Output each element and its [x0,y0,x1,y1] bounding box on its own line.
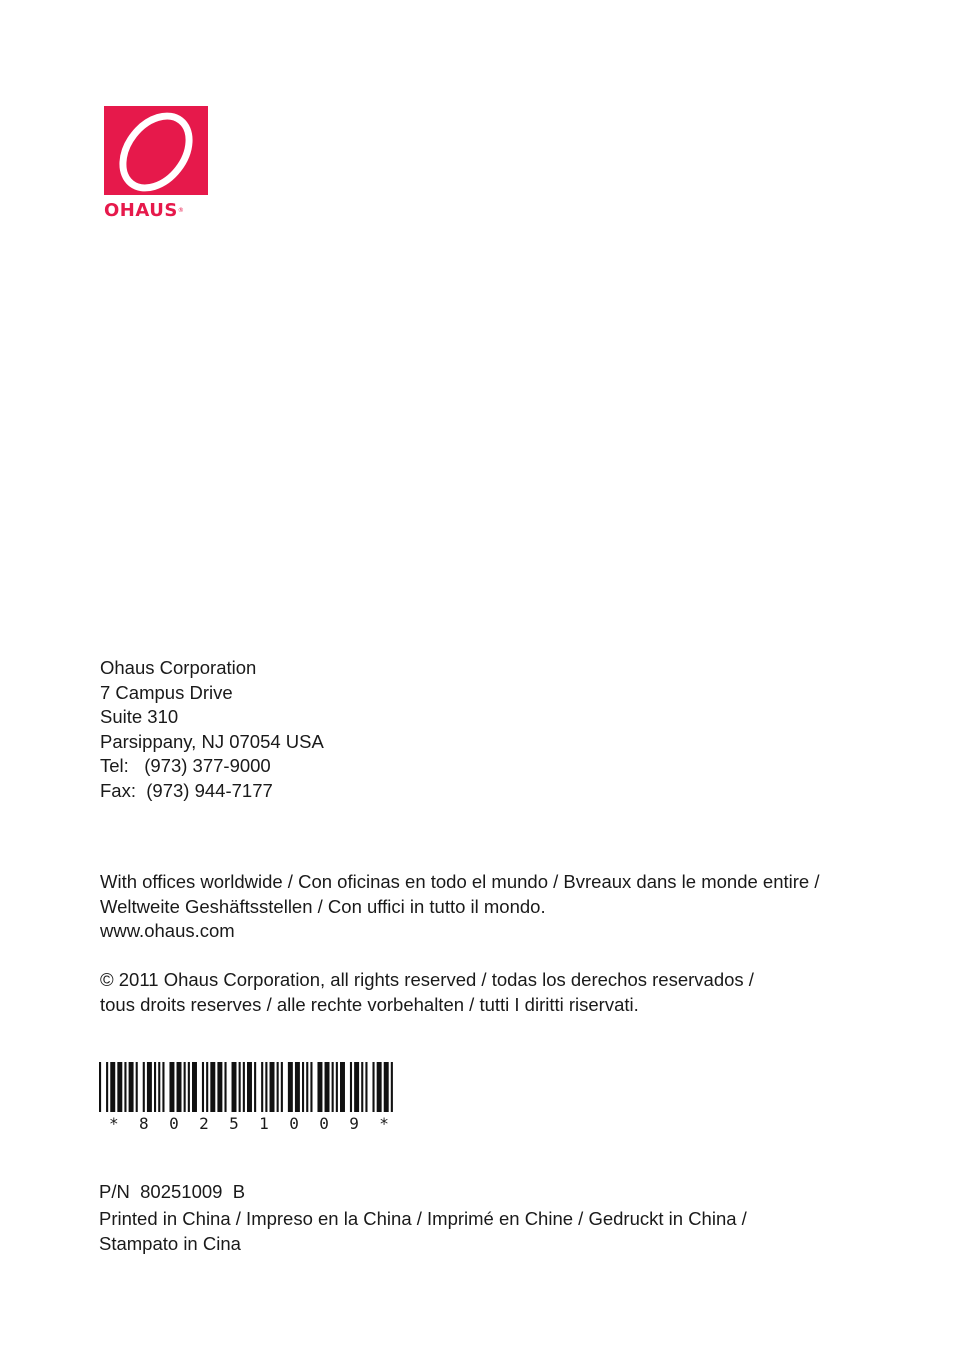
ohaus-logo [104,106,208,221]
barcode-char: 0 [319,1114,329,1133]
barcode [99,1062,395,1134]
barcode-bar [232,1062,237,1112]
barcode-char: 2 [199,1114,209,1133]
barcode-bar [340,1062,345,1112]
registered-mark: ® [177,207,185,214]
barcode-bar [391,1062,393,1112]
barcode-char: 9 [349,1114,359,1133]
barcode-bar [210,1062,215,1112]
brand-name: OHAUS [104,200,178,221]
barcode-bar [129,1062,134,1112]
barcode-char: 5 [229,1114,239,1133]
barcode-char: 0 [289,1114,299,1133]
address-fax: Fax: (973) 944-7177 [100,779,273,801]
barcode-bar [192,1062,197,1112]
barcode-bar [361,1062,363,1112]
barcode-bar [377,1062,382,1112]
barcode-bar [254,1062,256,1112]
barcode-bar [188,1062,190,1112]
barcode-bar [202,1062,204,1112]
address-telephone: Tel: (973) 377-9000 [100,755,271,777]
barcode-bars-icon [99,1062,395,1112]
address-line: Ohaus Corporation [100,657,257,678]
copyright-line: © 2011 Ohaus Corporation, all rights reserved / todas los derechos reservados / [100,969,754,990]
barcode-bar [281,1062,283,1112]
barcode-bar [239,1062,241,1112]
barcode-bar [354,1062,359,1112]
barcode-bar [169,1062,174,1112]
barcode-bar [247,1062,252,1112]
barcode-bar [384,1062,389,1112]
barcode-bar [317,1062,322,1112]
barcode-bar [325,1062,330,1112]
printed-line: Printed in China / Impreso en la China / Imprimé en Chine / Gedruckt in China / [99,1208,747,1229]
part-number: P/N 80251009 B [99,1181,246,1202]
barcode-bar [243,1062,245,1112]
barcode-bar [110,1062,115,1112]
barcode-bar [184,1062,186,1112]
printed-line: Stampato in Cina [99,1232,241,1254]
barcode-char: * [379,1114,389,1133]
barcode-bar [136,1062,138,1112]
barcode-char: 8 [139,1114,149,1133]
copyright-line: tous droits reserves / alle rechte vorbehalten / tutti I diritti riservati. [100,993,639,1015]
barcode-bar [270,1062,275,1112]
address-line: 7 Campus Drive [100,681,233,703]
barcode-bar [288,1062,293,1112]
barcode-bar [117,1062,122,1112]
printed-in [99,1207,747,1256]
barcode-bar [265,1062,267,1112]
barcode-bar [154,1062,156,1112]
address-line: Parsippany, NJ 07054 USA [100,730,324,752]
barcode-bar [306,1062,308,1112]
address-line: Suite 310 [100,706,179,728]
copyright-notice [100,968,754,1017]
barcode-char: 0 [169,1114,179,1133]
barcode-bar [177,1062,182,1112]
barcode-bar [310,1062,312,1112]
barcode-bar [295,1062,300,1112]
barcode-bar [224,1062,226,1112]
barcode-bar [372,1062,374,1112]
barcode-bar [302,1062,304,1112]
barcode-bar [350,1062,352,1112]
offices-line: Weltweite Geshäftsstellen / Con uffici in tutto il mondo. [100,895,546,917]
barcode-bar [147,1062,152,1112]
barcode-bar [336,1062,338,1112]
barcode-bar [99,1062,101,1112]
offices-worldwide [100,870,820,944]
barcode-char: * [109,1114,119,1133]
barcode-bar [206,1062,208,1112]
company-address [100,656,324,804]
barcode-bar [162,1062,164,1112]
ohaus-logo-mark-icon [104,106,208,195]
ohaus-wordmark [104,201,184,221]
barcode-bar [332,1062,334,1112]
barcode-bar [143,1062,145,1112]
barcode-bar [158,1062,160,1112]
barcode-bar [106,1062,108,1112]
barcode-char: 1 [259,1114,269,1133]
barcode-text [99,1114,395,1134]
barcode-bar [261,1062,263,1112]
barcode-bar [217,1062,222,1112]
barcode-bar [277,1062,279,1112]
website-link[interactable]: www.ohaus.com [100,920,235,942]
offices-line: With offices worldwide / Con oficinas en todo el mundo / Bvreaux dans le monde entire / [100,871,820,892]
barcode-bar [124,1062,126,1112]
barcode-bar [365,1062,367,1112]
